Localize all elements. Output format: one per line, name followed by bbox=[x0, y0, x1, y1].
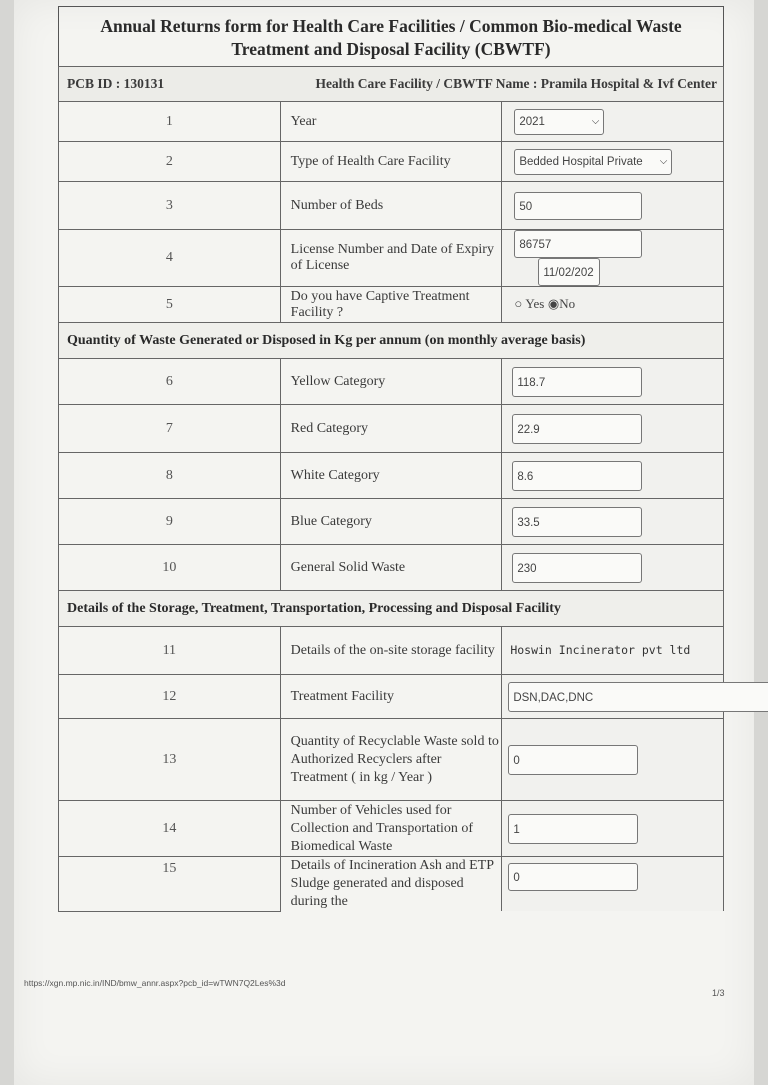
row-number: 13 bbox=[59, 719, 281, 801]
row-number: 5 bbox=[59, 287, 281, 323]
row-label: License Number and Date of Expiry of License bbox=[280, 230, 502, 287]
paper-sheet bbox=[14, 0, 754, 1085]
row-label: Type of Health Care Facility bbox=[280, 142, 502, 182]
row-number: 12 bbox=[59, 675, 281, 719]
row-number: 14 bbox=[59, 801, 281, 857]
license-expiry-input[interactable]: 11/02/202 bbox=[538, 258, 600, 286]
page-number: 1/3 bbox=[712, 988, 725, 998]
yellow-input[interactable]: 118.7 bbox=[512, 367, 642, 397]
row-vehicles bbox=[59, 801, 724, 857]
row-label: General Solid Waste bbox=[280, 545, 502, 591]
section-waste-header bbox=[59, 323, 724, 359]
row-number: 3 bbox=[59, 182, 281, 230]
row-number: 8 bbox=[59, 453, 281, 499]
row-recyclable bbox=[59, 719, 724, 801]
row-white bbox=[59, 453, 724, 499]
red-input[interactable]: 22.9 bbox=[512, 414, 642, 444]
incineration-ash-input[interactable]: 0 bbox=[508, 863, 638, 891]
chevron-down-icon: ⌵ bbox=[659, 155, 668, 167]
row-captive-treatment bbox=[59, 287, 724, 323]
row-label: Details of the on-site storage facility bbox=[280, 627, 502, 675]
storage-textarea[interactable]: Hoswin Incinerator pvt ltd bbox=[510, 642, 691, 657]
facility-type-select[interactable]: Bedded Hospital Private ⌵ bbox=[514, 149, 672, 175]
row-number: 4 bbox=[59, 230, 281, 287]
row-general-solid bbox=[59, 545, 724, 591]
radio-no[interactable]: ◉No bbox=[547, 296, 576, 311]
year-select[interactable]: 2021 ⌵ bbox=[514, 109, 604, 135]
treatment-input[interactable]: DSN,DAC,DNC bbox=[508, 682, 768, 712]
row-label: Do you have Captive Treatment Facility ? bbox=[280, 287, 502, 323]
title-line-2: Treatment and Disposal Facility (CBWTF) bbox=[231, 39, 551, 59]
general-solid-input[interactable]: 230 bbox=[512, 553, 642, 583]
recyclable-input[interactable]: 0 bbox=[508, 745, 638, 775]
facility-name: Health Care Facility / CBWTF Name : Pramila Hospital & Ivf Center bbox=[315, 76, 717, 91]
beds-input[interactable]: 50 bbox=[514, 192, 642, 220]
row-number: 2 bbox=[59, 142, 281, 182]
row-license bbox=[59, 230, 724, 287]
row-number: 9 bbox=[59, 499, 281, 545]
section-details-header bbox=[59, 591, 724, 627]
vehicles-input[interactable]: 1 bbox=[508, 814, 638, 844]
row-facility-type bbox=[59, 142, 724, 182]
section-title: Details of the Storage, Treatment, Transportation, Processing and Disposal Facility bbox=[59, 591, 724, 627]
row-label: Details of Incineration Ash and ETP Sludge generated and disposed during the bbox=[280, 857, 502, 912]
row-label: Treatment Facility bbox=[280, 675, 502, 719]
row-label: Number of Beds bbox=[280, 182, 502, 230]
form-title bbox=[58, 6, 724, 66]
license-number-input[interactable]: 86757 bbox=[514, 230, 642, 258]
footer-url: https://xgn.mp.nic.in/IND/bmw_annr.aspx?pcb_id=wTWN7Q2Les%3d bbox=[24, 978, 286, 988]
row-label: White Category bbox=[280, 453, 502, 499]
chevron-down-icon: ⌵ bbox=[591, 115, 600, 127]
row-label: Yellow Category bbox=[280, 359, 502, 405]
row-label: Number of Vehicles used for Collection and Transportation of Biomedical Waste bbox=[280, 801, 502, 857]
blue-input[interactable]: 33.5 bbox=[512, 507, 642, 537]
radio-yes[interactable]: ○ Yes bbox=[514, 296, 545, 311]
title-line-1: Annual Returns form for Health Care Facilities / Common Bio-medical Waste bbox=[100, 16, 682, 36]
row-number: 10 bbox=[59, 545, 281, 591]
row-incineration-ash bbox=[59, 857, 724, 912]
row-yellow bbox=[59, 359, 724, 405]
pcb-id: PCB ID : 130131 bbox=[67, 76, 165, 91]
row-year bbox=[59, 102, 724, 142]
row-label: Year bbox=[280, 102, 502, 142]
row-number: 11 bbox=[59, 627, 281, 675]
row-label: Blue Category bbox=[280, 499, 502, 545]
form-table bbox=[58, 66, 724, 912]
pcb-row bbox=[59, 67, 724, 102]
row-red bbox=[59, 405, 724, 453]
row-beds bbox=[59, 182, 724, 230]
section-title: Quantity of Waste Generated or Disposed in Kg per annum (on monthly average basis) bbox=[59, 323, 724, 359]
row-label: Quantity of Recyclable Waste sold to Authorized Recyclers after Treatment ( in kg / Year ) bbox=[280, 719, 502, 801]
white-input[interactable]: 8.6 bbox=[512, 461, 642, 491]
form-sheet bbox=[58, 6, 724, 912]
row-label: Red Category bbox=[280, 405, 502, 453]
row-storage bbox=[59, 627, 724, 675]
row-blue bbox=[59, 499, 724, 545]
row-treatment bbox=[59, 675, 724, 719]
row-number: 15 bbox=[59, 857, 281, 912]
row-number: 6 bbox=[59, 359, 281, 405]
row-number: 7 bbox=[59, 405, 281, 453]
row-number: 1 bbox=[59, 102, 281, 142]
